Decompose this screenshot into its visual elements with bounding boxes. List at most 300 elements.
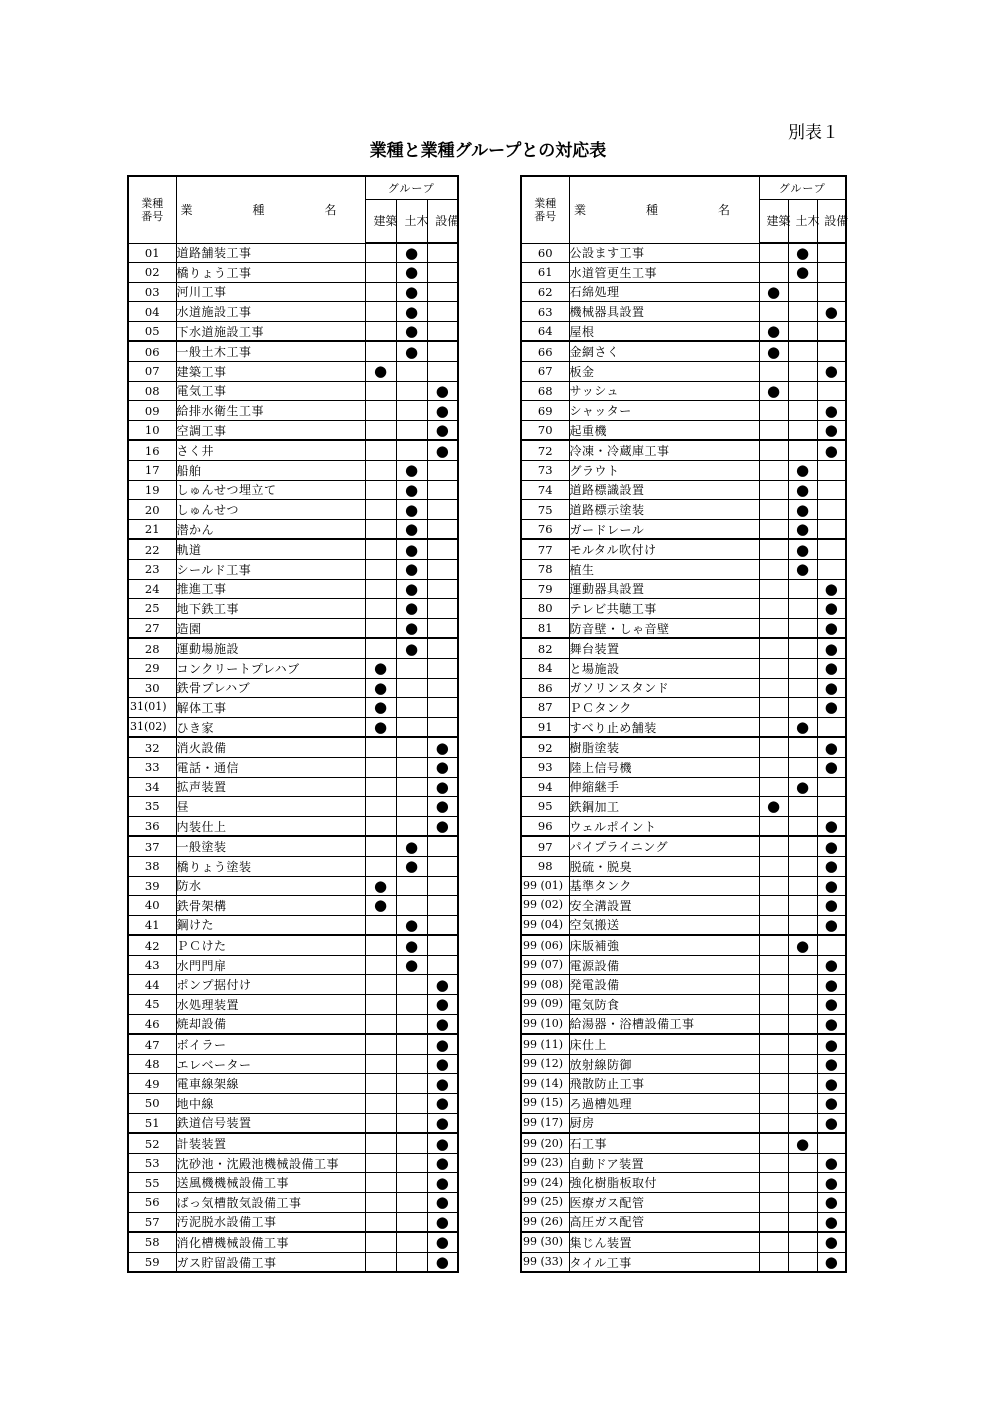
row-name: 解体工事: [176, 698, 365, 718]
group-cell-3: [817, 1014, 846, 1034]
group-cell-1: [365, 915, 396, 935]
left-table: [127, 175, 459, 1273]
group-cell-3: [427, 1054, 458, 1074]
table-row: [128, 1153, 458, 1173]
header-code: [521, 176, 569, 243]
table-row: [128, 440, 458, 460]
table-row: [128, 1212, 458, 1232]
row-code: 28: [128, 638, 176, 658]
group-cell-3: [817, 263, 846, 283]
table-row: [128, 381, 458, 401]
group-cell-3: [817, 896, 846, 916]
row-name: 医療ガス配管: [569, 1193, 759, 1213]
table-row: [128, 401, 458, 421]
group-cell-3: [817, 1173, 846, 1193]
row-code: 52: [128, 1133, 176, 1153]
row-name: ひき家: [176, 717, 365, 737]
row-code: 94: [521, 777, 569, 797]
group-cell-2: [396, 1054, 427, 1074]
group-cell-1: [365, 658, 396, 678]
group-cell-3: [817, 401, 846, 421]
group-cell-3: [817, 560, 846, 580]
group-cell-1: [365, 638, 396, 658]
group-cell-3: [817, 678, 846, 698]
row-name: ガス貯留設備工事: [176, 1252, 365, 1272]
table-row: [521, 560, 846, 580]
row-name: 道路標識設置: [569, 480, 759, 500]
row-code: 69: [521, 401, 569, 421]
group-cell-2: [396, 1133, 427, 1153]
row-name: 自動ドア装置: [569, 1153, 759, 1173]
group-cell-2: [396, 560, 427, 580]
filled-circle-icon: ●: [824, 639, 838, 658]
group-cell-2: [788, 1252, 817, 1272]
table-row: [128, 263, 458, 283]
group-cell-1: [365, 1014, 396, 1034]
header-code-text: 業種番号: [534, 196, 557, 223]
group-cell-2: [788, 658, 817, 678]
table-row: [521, 1193, 846, 1213]
table-row: [521, 599, 846, 619]
row-code: 72: [521, 440, 569, 460]
row-name: 給排水衛生工事: [176, 401, 365, 421]
row-code: 19: [128, 480, 176, 500]
group-cell-3: [817, 579, 846, 599]
group-cell-1: [759, 737, 788, 757]
group-cell-2: [788, 341, 817, 361]
group-cell-1: [759, 1113, 788, 1133]
group-cell-1: [759, 1014, 788, 1034]
row-code: 37: [128, 836, 176, 856]
filled-circle-icon: ●: [404, 560, 419, 579]
row-name: モルタル吹付け: [569, 539, 759, 559]
group-cell-2: [788, 539, 817, 559]
row-name: 造園: [176, 618, 365, 638]
row-name: 計装装置: [176, 1133, 365, 1153]
row-name: さく井: [176, 440, 365, 460]
table-row: [128, 321, 458, 341]
table-row: [521, 1034, 846, 1054]
group-cell-2: [788, 935, 817, 955]
row-name: 電気工事: [176, 381, 365, 401]
header-g1-text: 建築: [766, 214, 791, 228]
filled-circle-icon: ●: [435, 1014, 449, 1033]
filled-circle-icon: ●: [435, 995, 449, 1014]
group-cell-1: [759, 500, 788, 520]
row-name: パイプライニング: [569, 836, 759, 856]
filled-circle-icon: ●: [435, 1253, 449, 1272]
group-cell-1: [759, 698, 788, 718]
group-cell-3: [817, 1113, 846, 1133]
group-cell-2: [396, 1153, 427, 1173]
group-cell-1: [759, 420, 788, 440]
filled-circle-icon: ●: [824, 1094, 838, 1113]
table-row: [521, 302, 846, 322]
header-group: グループ: [365, 176, 458, 200]
row-name: 汚泥脱水設備工事: [176, 1212, 365, 1232]
table-row: [521, 618, 846, 638]
group-cell-3: [427, 263, 458, 283]
group-cell-1: [365, 1054, 396, 1074]
filled-circle-icon: ●: [435, 1035, 449, 1054]
group-cell-2: [396, 975, 427, 995]
group-cell-2: [396, 955, 427, 975]
group-cell-1: [365, 816, 396, 836]
table-row: [521, 935, 846, 955]
row-name: しゅんせつ埋立て: [176, 480, 365, 500]
row-name: 機械器具設置: [569, 302, 759, 322]
group-cell-3: [427, 737, 458, 757]
table-row: [128, 1173, 458, 1193]
group-cell-1: [365, 599, 396, 619]
table-row: [128, 302, 458, 322]
group-cell-1: [759, 896, 788, 916]
group-cell-2: [788, 896, 817, 916]
row-code: 99 (02): [521, 896, 569, 916]
group-cell-2: [788, 975, 817, 995]
row-name: 石工事: [569, 1133, 759, 1153]
group-cell-1: [759, 638, 788, 658]
table-row: [128, 1054, 458, 1074]
group-cell-1: [365, 737, 396, 757]
group-cell-2: [788, 1173, 817, 1193]
group-cell-3: [817, 461, 846, 481]
group-cell-2: [396, 1193, 427, 1213]
filled-circle-icon: ●: [435, 1113, 449, 1132]
row-code: 58: [128, 1232, 176, 1252]
filled-circle-icon: ●: [404, 639, 419, 658]
table-row: [128, 480, 458, 500]
group-cell-1: [365, 420, 396, 440]
group-cell-3: [427, 381, 458, 401]
table-row: [521, 282, 846, 302]
filled-circle-icon: ●: [795, 500, 810, 519]
row-code: 81: [521, 618, 569, 638]
group-cell-1: [759, 440, 788, 460]
group-cell-1: [759, 935, 788, 955]
group-cell-3: [427, 579, 458, 599]
row-name: テレビ共聴工事: [569, 599, 759, 619]
row-code: 99 (20): [521, 1133, 569, 1153]
group-cell-2: [396, 678, 427, 698]
row-name: 地下鉄工事: [176, 599, 365, 619]
group-cell-3: [817, 1153, 846, 1173]
group-cell-1: [759, 599, 788, 619]
row-name: 下水道施設工事: [176, 321, 365, 341]
row-code: 99 (23): [521, 1153, 569, 1173]
row-code: 42: [128, 935, 176, 955]
table-row: [521, 243, 846, 263]
row-code: 75: [521, 500, 569, 520]
filled-circle-icon: ●: [435, 817, 449, 836]
table-row: [128, 500, 458, 520]
row-code: 82: [521, 638, 569, 658]
group-cell-1: [365, 955, 396, 975]
table-row: [128, 717, 458, 737]
group-cell-2: [396, 777, 427, 797]
group-cell-1: [365, 757, 396, 777]
row-code: 38: [128, 856, 176, 876]
row-code: 86: [521, 678, 569, 698]
group-cell-1: [365, 1173, 396, 1193]
row-code: 60: [521, 243, 569, 263]
group-cell-1: [365, 440, 396, 460]
group-cell-2: [788, 856, 817, 876]
table-row: [521, 440, 846, 460]
table-row: [521, 381, 846, 401]
group-cell-3: [817, 777, 846, 797]
filled-circle-icon: ●: [435, 1193, 449, 1212]
group-cell-2: [396, 302, 427, 322]
group-cell-2: [788, 1014, 817, 1034]
filled-circle-icon: ●: [404, 282, 419, 301]
row-name: 潜かん: [176, 519, 365, 539]
group-cell-3: [427, 1232, 458, 1252]
group-cell-2: [788, 618, 817, 638]
group-cell-1: [365, 461, 396, 481]
row-code: 10: [128, 420, 176, 440]
filled-circle-icon: ●: [404, 480, 419, 499]
row-code: 24: [128, 579, 176, 599]
row-code: 30: [128, 678, 176, 698]
group-cell-3: [427, 975, 458, 995]
table-row: [128, 896, 458, 916]
filled-circle-icon: ●: [824, 362, 838, 381]
filled-circle-icon: ●: [404, 619, 419, 638]
group-cell-2: [788, 1133, 817, 1153]
row-code: 46: [128, 1014, 176, 1034]
row-code: 99 (17): [521, 1113, 569, 1133]
table-row: [128, 1133, 458, 1153]
group-cell-2: [396, 737, 427, 757]
group-cell-1: [365, 698, 396, 718]
table-row: [128, 995, 458, 1015]
table-row: [128, 560, 458, 580]
row-name: 床版補強: [569, 935, 759, 955]
group-cell-3: [427, 1014, 458, 1034]
row-name: 一般塗装: [176, 836, 365, 856]
group-cell-2: [788, 678, 817, 698]
filled-circle-icon: ●: [795, 461, 810, 480]
group-cell-1: [759, 856, 788, 876]
table-row: [128, 816, 458, 836]
group-cell-3: [427, 420, 458, 440]
group-cell-1: [365, 1034, 396, 1054]
group-cell-3: [427, 1153, 458, 1173]
filled-circle-icon: ●: [373, 678, 388, 697]
table-row: [521, 896, 846, 916]
group-cell-3: [817, 440, 846, 460]
group-cell-3: [817, 876, 846, 896]
group-cell-2: [396, 539, 427, 559]
group-cell-1: [365, 1094, 396, 1114]
filled-circle-icon: ●: [404, 263, 419, 282]
row-name: ガードレール: [569, 519, 759, 539]
table-row: [521, 1074, 846, 1094]
filled-circle-icon: ●: [404, 342, 419, 361]
table-row: [521, 816, 846, 836]
group-cell-3: [817, 1054, 846, 1074]
group-cell-1: [365, 836, 396, 856]
filled-circle-icon: ●: [373, 718, 388, 737]
group-cell-1: [759, 797, 788, 817]
group-cell-1: [759, 1074, 788, 1094]
group-cell-3: [817, 717, 846, 737]
group-cell-3: [427, 1034, 458, 1054]
row-code: 20: [128, 500, 176, 520]
group-cell-3: [427, 816, 458, 836]
filled-circle-icon: ●: [824, 915, 838, 934]
group-cell-3: [427, 440, 458, 460]
table-row: [128, 1014, 458, 1034]
table-row: [128, 737, 458, 757]
row-code: 33: [128, 757, 176, 777]
header-code-text: 業種番号: [141, 196, 164, 223]
group-cell-2: [788, 638, 817, 658]
group-cell-3: [427, 618, 458, 638]
group-cell-2: [788, 579, 817, 599]
group-cell-1: [365, 401, 396, 421]
filled-circle-icon: ●: [795, 263, 810, 282]
table-row: [521, 1054, 846, 1074]
table-row: [128, 282, 458, 302]
group-cell-2: [788, 797, 817, 817]
group-cell-2: [396, 440, 427, 460]
group-cell-2: [396, 1074, 427, 1094]
row-code: 99 (33): [521, 1252, 569, 1272]
row-name: 冷凍・冷蔵庫工事: [569, 440, 759, 460]
group-cell-2: [396, 935, 427, 955]
group-cell-1: [759, 401, 788, 421]
filled-circle-icon: ●: [824, 678, 838, 697]
filled-circle-icon: ●: [795, 936, 810, 955]
row-name: 消化槽機械設備工事: [176, 1232, 365, 1252]
row-code: 97: [521, 836, 569, 856]
row-name: 舞台装置: [569, 638, 759, 658]
row-name: 道路標示塗装: [569, 500, 759, 520]
table-row: [128, 1113, 458, 1133]
table-row: [128, 362, 458, 382]
group-cell-2: [396, 816, 427, 836]
filled-circle-icon: ●: [404, 500, 419, 519]
row-code: 68: [521, 381, 569, 401]
table-row: [521, 698, 846, 718]
filled-circle-icon: ●: [824, 738, 838, 757]
table-row: [521, 1153, 846, 1173]
row-code: 50: [128, 1094, 176, 1114]
group-cell-2: [788, 737, 817, 757]
group-cell-3: [817, 1034, 846, 1054]
group-cell-2: [396, 856, 427, 876]
row-name: 屋根: [569, 321, 759, 341]
row-code: 53: [128, 1153, 176, 1173]
row-name: 空調工事: [176, 420, 365, 440]
header-g3-text: 設備: [824, 214, 849, 228]
group-cell-2: [396, 282, 427, 302]
group-cell-2: [396, 896, 427, 916]
filled-circle-icon: ●: [824, 817, 838, 836]
filled-circle-icon: ●: [404, 599, 419, 618]
group-cell-1: [759, 1173, 788, 1193]
group-cell-3: [817, 243, 846, 263]
group-cell-3: [427, 955, 458, 975]
table-row: [128, 975, 458, 995]
filled-circle-icon: ●: [795, 777, 810, 796]
filled-circle-icon: ●: [824, 975, 838, 994]
filled-circle-icon: ●: [404, 520, 419, 539]
group-cell-1: [759, 816, 788, 836]
table-row: [521, 500, 846, 520]
group-cell-2: [788, 777, 817, 797]
row-code: 74: [521, 480, 569, 500]
row-name: 水道管更生工事: [569, 263, 759, 283]
table-row: [128, 539, 458, 559]
row-name: 公設ます工事: [569, 243, 759, 263]
table-row: [521, 420, 846, 440]
row-code: 39: [128, 876, 176, 896]
group-cell-2: [788, 876, 817, 896]
group-cell-3: [817, 282, 846, 302]
row-code: 79: [521, 579, 569, 599]
row-name: シャッター: [569, 401, 759, 421]
row-code: 56: [128, 1193, 176, 1213]
filled-circle-icon: ●: [824, 659, 838, 678]
group-cell-3: [427, 341, 458, 361]
row-name: 焼却設備: [176, 1014, 365, 1034]
group-cell-2: [396, 698, 427, 718]
group-cell-3: [427, 777, 458, 797]
table-row: [521, 1113, 846, 1133]
row-name: 発電設備: [569, 975, 759, 995]
group-cell-1: [759, 915, 788, 935]
row-code: 99 (09): [521, 995, 569, 1015]
header-group-civil: [396, 200, 427, 244]
group-cell-2: [396, 1252, 427, 1272]
row-name: 鉄骨プレハブ: [176, 678, 365, 698]
row-name: 内装仕上: [176, 816, 365, 836]
filled-circle-icon: ●: [435, 381, 449, 400]
row-code: 91: [521, 717, 569, 737]
group-cell-1: [365, 302, 396, 322]
group-cell-2: [788, 915, 817, 935]
row-code: 77: [521, 539, 569, 559]
group-cell-2: [788, 1193, 817, 1213]
table-row: [521, 341, 846, 361]
group-cell-3: [427, 935, 458, 955]
group-cell-3: [427, 757, 458, 777]
group-cell-2: [788, 1054, 817, 1074]
group-cell-3: [817, 935, 846, 955]
table-row: [521, 1094, 846, 1114]
filled-circle-icon: ●: [824, 896, 838, 915]
row-name: 推進工事: [176, 579, 365, 599]
group-cell-2: [788, 1212, 817, 1232]
group-cell-2: [788, 420, 817, 440]
row-code: 99 (11): [521, 1034, 569, 1054]
row-name: 軌道: [176, 539, 365, 559]
table-row: [521, 519, 846, 539]
filled-circle-icon: ●: [824, 1212, 838, 1231]
header-code: [128, 176, 176, 243]
row-name: すべり止め舗装: [569, 717, 759, 737]
filled-circle-icon: ●: [373, 659, 388, 678]
table-row: [521, 717, 846, 737]
group-cell-3: [427, 856, 458, 876]
row-name: 床仕上: [569, 1034, 759, 1054]
row-code: 47: [128, 1034, 176, 1054]
group-cell-1: [759, 1133, 788, 1153]
group-cell-3: [817, 1074, 846, 1094]
